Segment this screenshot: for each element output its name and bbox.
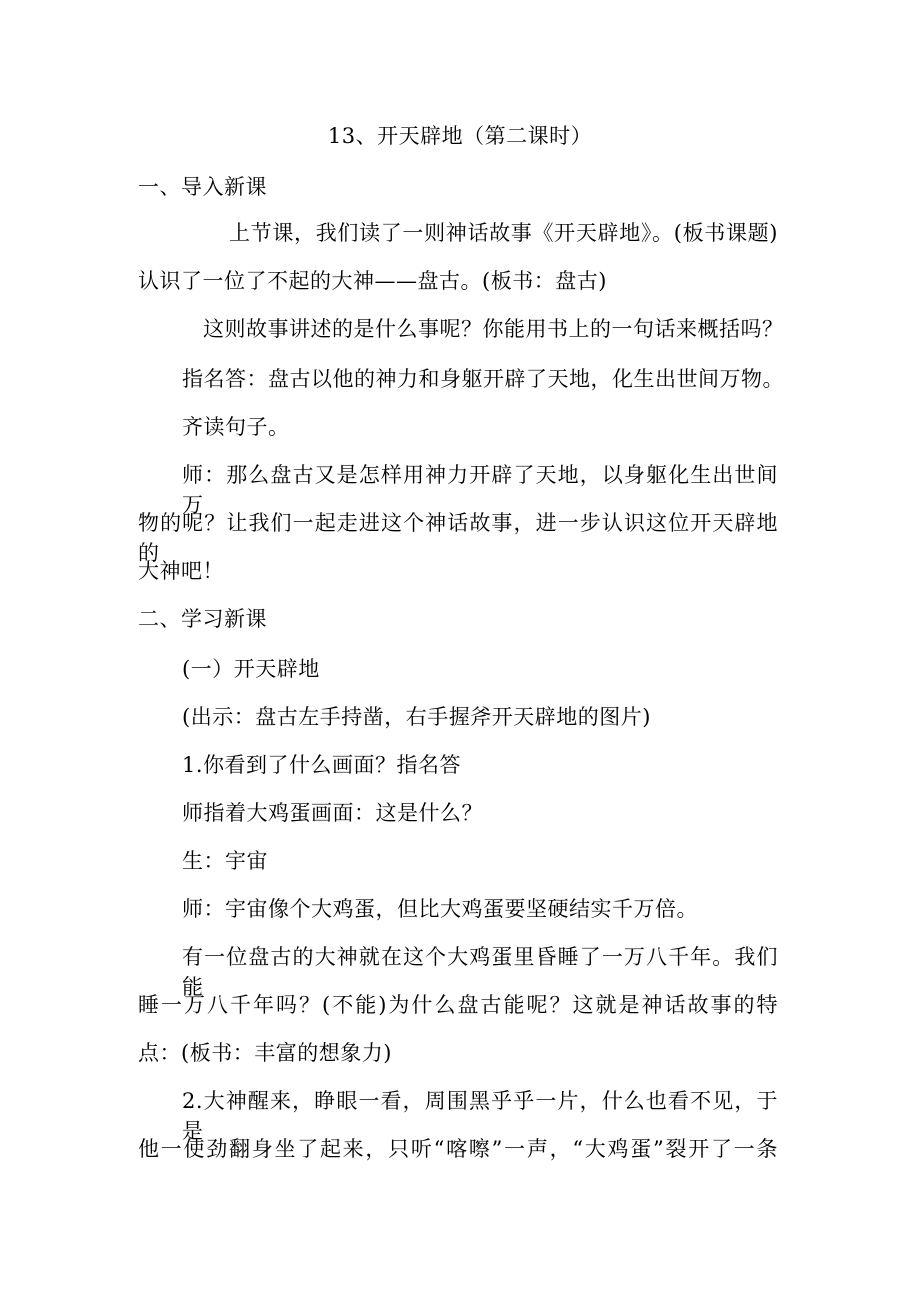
paragraph-line: (出示：盘古左手持凿，右手握斧开天辟地的图片) (182, 705, 651, 729)
paragraph-line: 上节课，我们读了一则神话故事《开天辟地》。(板书课题) (229, 221, 778, 245)
paragraph-line: 2.大神醒来，睁眼一看，周围黑乎乎一片，什么也看不见，于是 (182, 1089, 778, 1143)
paragraph-line: 物的呢？让我们一起走进这个神话故事，进一步认识这位开天辟地的 (138, 511, 778, 565)
lesson-title: 13、开天辟地（第二课时） (327, 124, 593, 148)
paragraph-line: 师：那么盘古又是怎样用神力开辟了天地，以身躯化生出世间万 (182, 463, 778, 517)
paragraph-line: 这则故事讲述的是什么事呢？你能用书上的一句话来概括吗？ (203, 317, 784, 341)
paragraph-line: 认识了一位了不起的大神——盘古。(板书：盘古) (138, 269, 607, 293)
paragraph-line: 齐读句子。 (182, 415, 290, 439)
section-heading-2: 二、学习新课 (138, 607, 267, 631)
paragraph-line: 睡一万八千年吗？(不能)为什么盘古能呢？这就是神话故事的特 (138, 993, 778, 1017)
paragraph-line: 点：(板书：丰富的想象力) (138, 1041, 392, 1065)
paragraph-line: 他一使劲翻身坐了起来，只听“喀嚓”一声，“大鸡蛋”裂开了一条 (138, 1137, 778, 1161)
paragraph-line: 1.你看到了什么画面？指名答 (182, 753, 462, 777)
paragraph-line: 生：宇宙 (182, 849, 268, 873)
paragraph-line: 大神吧！ (138, 559, 224, 583)
subsection-heading: (一）开天辟地 (182, 657, 320, 681)
paragraph-line: 师：宇宙像个大鸡蛋，但比大鸡蛋要坚硬结实千万倍。 (182, 897, 698, 921)
paragraph-line: 师指着大鸡蛋画面：这是什么？ (182, 801, 483, 825)
paragraph-line: 指名答：盘古以他的神力和身躯开辟了天地，化生出世间万物。 (182, 367, 784, 391)
paragraph-line: 有一位盘古的大神就在这个大鸡蛋里昏睡了一万八千年。我们能 (182, 945, 778, 999)
section-heading-1: 一、导入新课 (138, 175, 267, 199)
